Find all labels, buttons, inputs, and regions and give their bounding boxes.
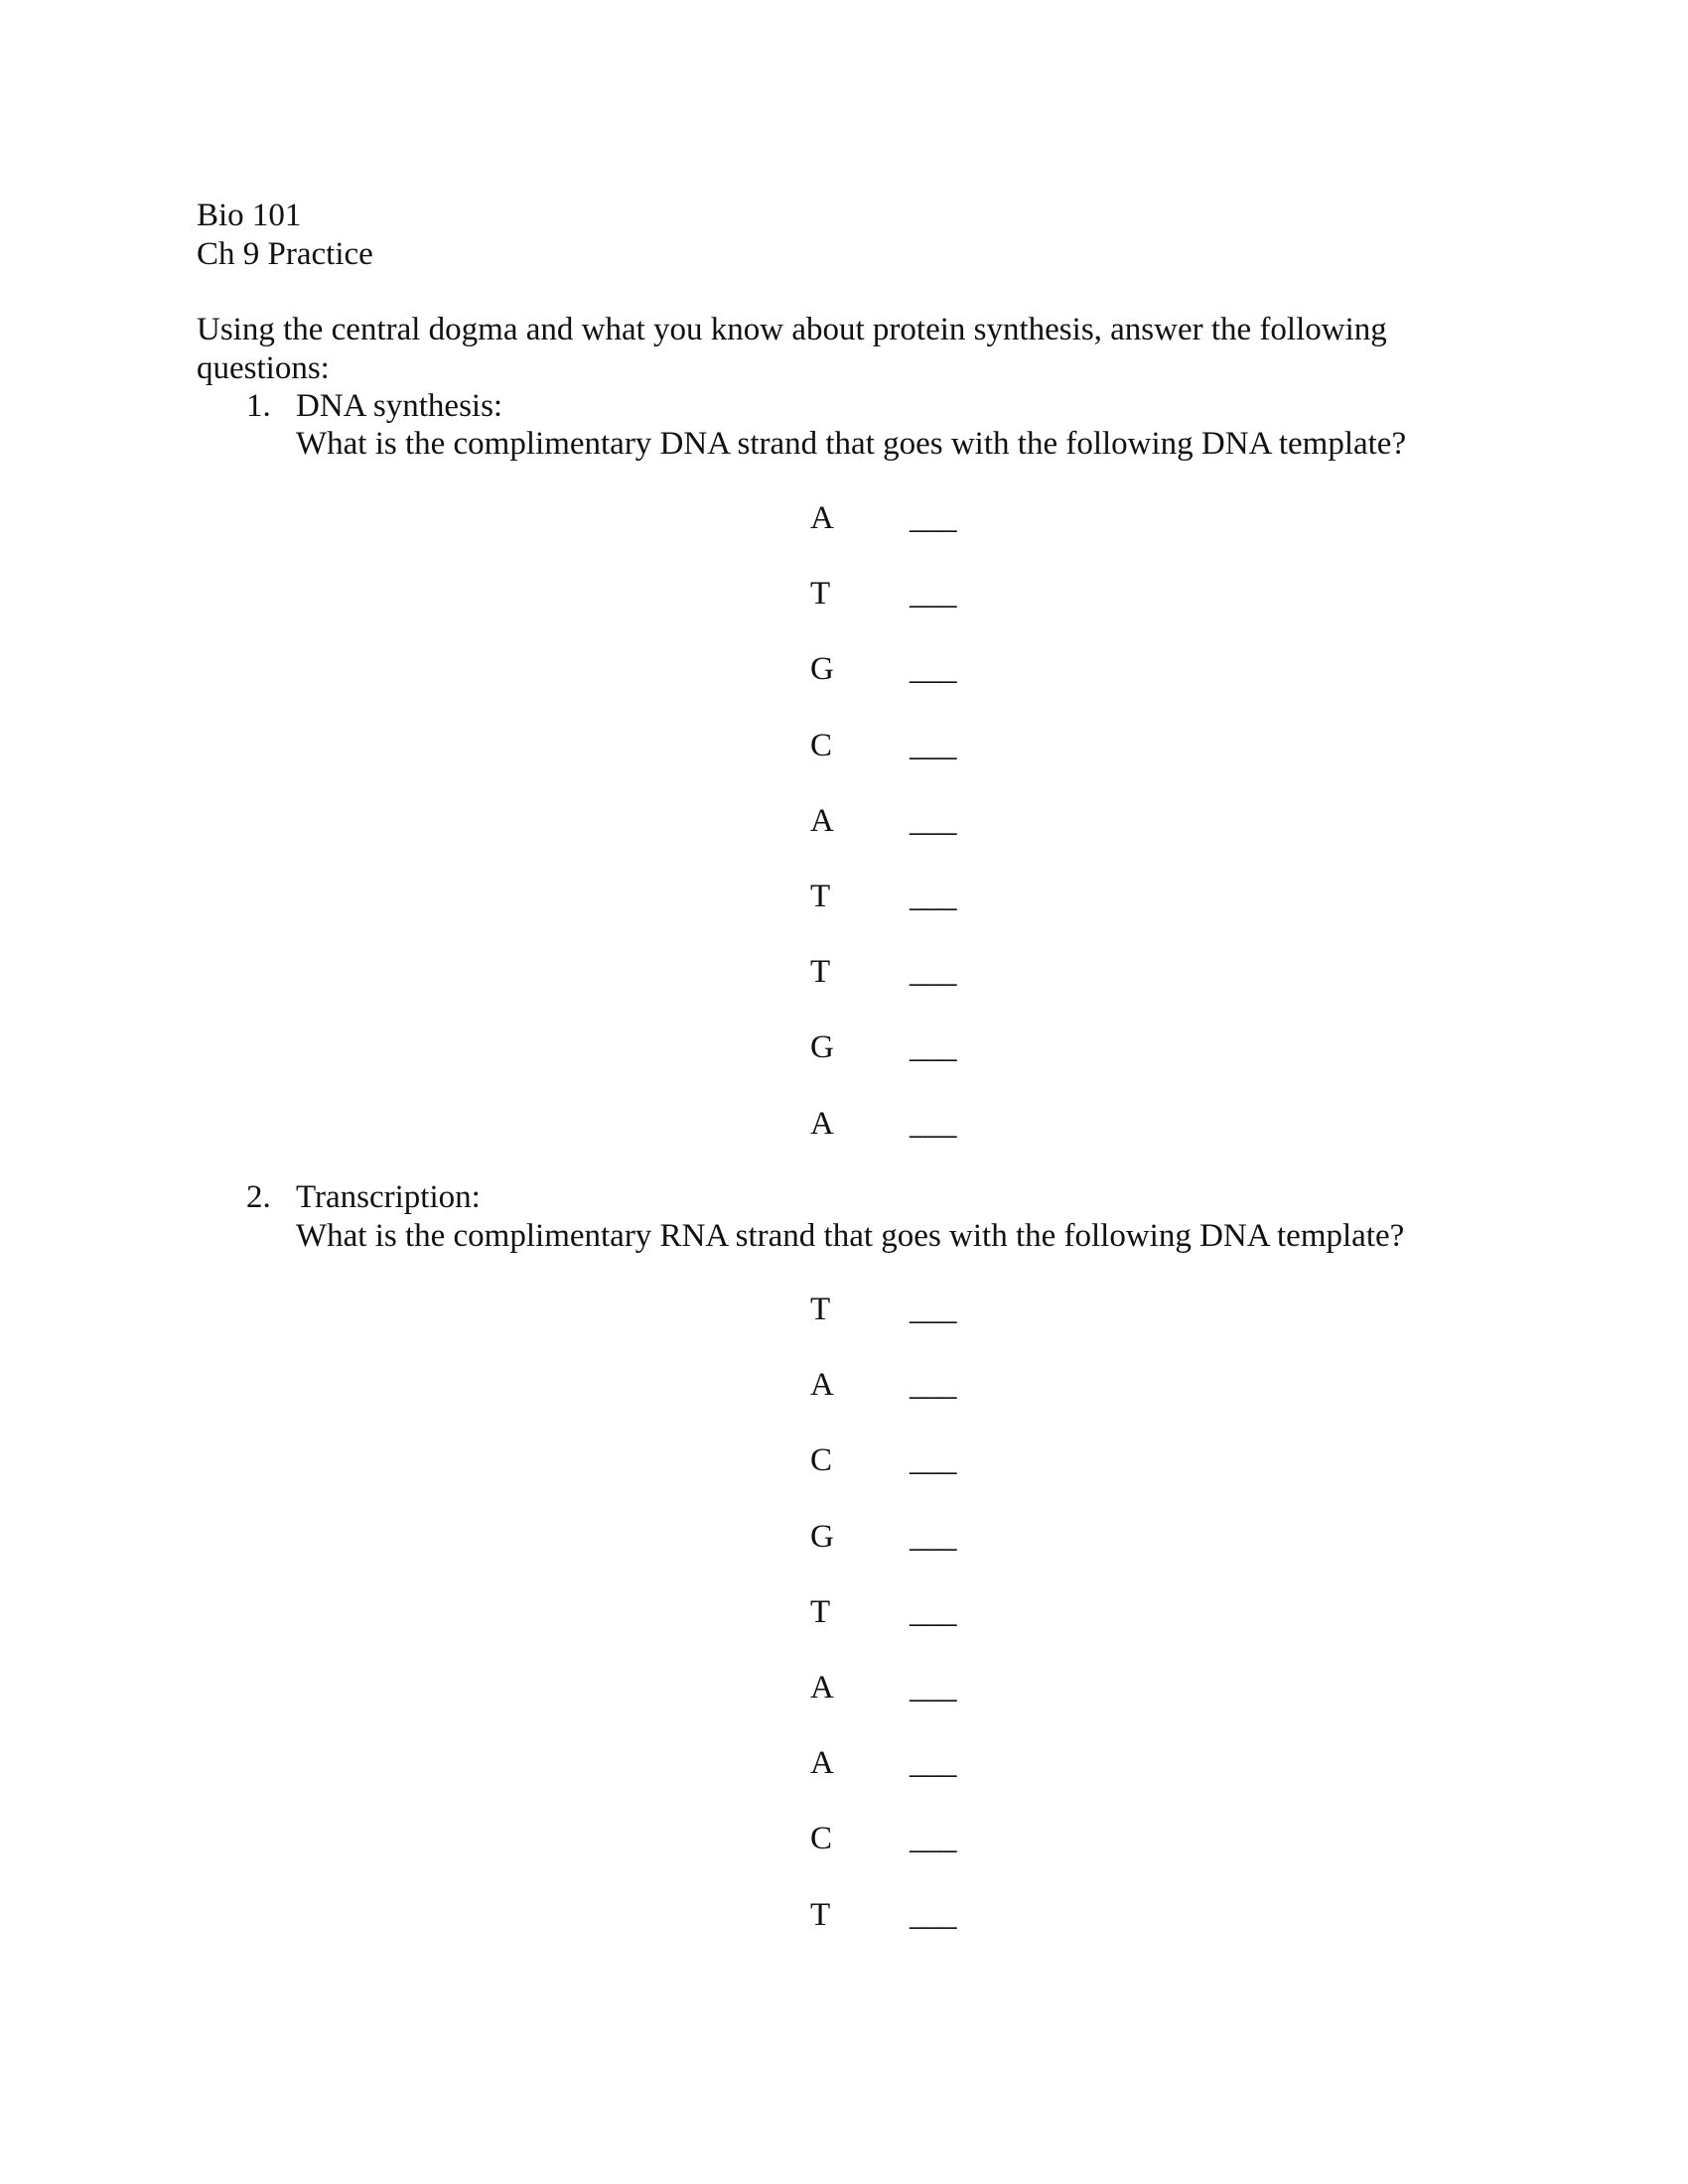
question-1-title: DNA synthesis: [296, 388, 503, 424]
base-row [794, 1744, 993, 1820]
answer-blank: ___ [910, 576, 956, 613]
answer-blank: ___ [910, 1593, 956, 1630]
base-row [794, 727, 993, 802]
answer-blank: ___ [910, 878, 956, 914]
base-row [794, 802, 993, 878]
question-1-number: 1. [246, 388, 271, 424]
instructions-line-1: Using the central dogma and what you know about protein synthesis, answer the following [197, 312, 1387, 347]
template-base: G [810, 1029, 834, 1066]
answer-blank: ___ [910, 1821, 956, 1857]
answer-blank: ___ [910, 1518, 956, 1555]
instructions-line-2: questions: [197, 350, 330, 386]
answer-blank: ___ [910, 651, 956, 688]
question-2-strand [794, 1291, 993, 1972]
base-row [794, 1366, 993, 1441]
base-row [794, 953, 993, 1028]
chapter-title: Ch 9 Practice [197, 236, 373, 272]
template-base: T [810, 1593, 831, 1630]
template-base: T [810, 878, 831, 914]
answer-blank: ___ [910, 1442, 956, 1479]
template-base: A [810, 1669, 834, 1706]
template-base: T [810, 576, 831, 613]
template-base: A [810, 1367, 834, 1404]
question-1-prompt: What is the complimentary DNA strand that goes with the following DNA template? [296, 426, 1407, 462]
base-row [794, 1820, 993, 1895]
base-row [794, 1896, 993, 1972]
template-base: A [810, 1105, 834, 1142]
question-1-strand [794, 499, 993, 1180]
template-base: G [810, 651, 834, 688]
answer-blank: ___ [910, 802, 956, 839]
base-row [794, 1105, 993, 1180]
answer-blank: ___ [910, 1745, 956, 1782]
question-2-prompt: What is the complimentary RNA strand that goes with the following DNA template? [296, 1218, 1405, 1254]
template-base: G [810, 1518, 834, 1555]
base-row [794, 878, 993, 953]
base-row [794, 1518, 993, 1593]
template-base: A [810, 1745, 834, 1782]
question-2-number: 2. [246, 1179, 271, 1215]
template-base: T [810, 954, 831, 991]
template-base: A [810, 500, 834, 536]
answer-blank: ___ [910, 727, 956, 763]
answer-blank: ___ [910, 1029, 956, 1066]
question-2-title: Transcription: [296, 1179, 481, 1215]
base-row [794, 1669, 993, 1744]
template-base: T [810, 1292, 831, 1327]
template-base: C [810, 1442, 833, 1479]
answer-blank: ___ [910, 1896, 956, 1933]
template-base: C [810, 727, 833, 763]
answer-blank: ___ [910, 1367, 956, 1404]
answer-blank: ___ [910, 500, 956, 536]
base-row [794, 1593, 993, 1669]
answer-blank: ___ [910, 1292, 956, 1327]
course-title: Bio 101 [197, 198, 302, 233]
base-row [794, 499, 993, 575]
answer-blank: ___ [910, 1105, 956, 1142]
base-row [794, 1291, 993, 1366]
template-base: A [810, 802, 834, 839]
base-row [794, 1441, 993, 1517]
base-row [794, 650, 993, 726]
answer-blank: ___ [910, 1669, 956, 1706]
template-base: T [810, 1896, 831, 1933]
answer-blank: ___ [910, 954, 956, 991]
base-row [794, 575, 993, 650]
base-row [794, 1028, 993, 1104]
template-base: C [810, 1821, 833, 1857]
